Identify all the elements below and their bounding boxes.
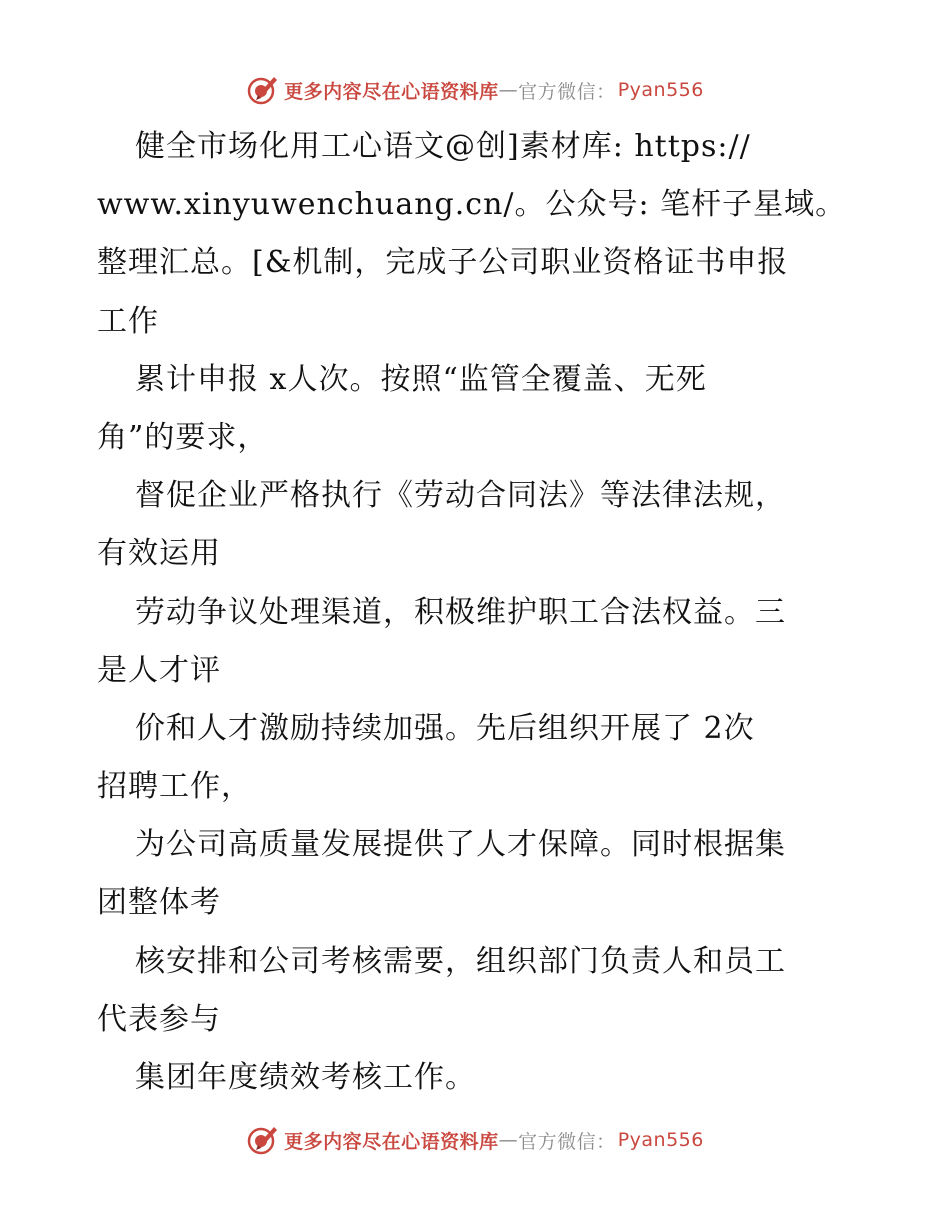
footer-banner-inner: [246, 1123, 704, 1157]
header-banner: [0, 70, 950, 110]
pen-circle-logo-icon: [246, 73, 280, 107]
header-banner-wechat-label: 官方微信：: [518, 80, 616, 103]
body-line: 督促企业严格执行《劳动合同法》等法律法规，: [135, 478, 786, 514]
body-line: 是人才评: [97, 652, 221, 688]
footer-banner-main-text: 更多内容尽在心语资料库: [284, 1130, 499, 1153]
body-line: 招聘工作，: [97, 769, 252, 805]
body-line: 劳动争议处理渠道，积极维护职工合法权益。三: [135, 594, 786, 630]
pen-circle-logo-icon: [246, 1123, 280, 1157]
footer-banner-wechat-id: Pyan556: [617, 1129, 704, 1151]
body-line: 有效运用: [97, 536, 221, 572]
footer-banner-wechat-label: 官方微信：: [518, 1130, 616, 1153]
body-line: 核安排和公司考核需要，组织部门负责人和员工: [135, 943, 786, 979]
body-line: 为公司高质量发展提供了人才保障。同时根据集: [135, 827, 786, 863]
body-line: 集团年度绩效考核工作。: [135, 1060, 476, 1095]
document-body: [97, 118, 857, 1107]
body-line: www.xinyuwenchuang.cn/。公众号: 笔杆子星域。: [97, 187, 847, 223]
body-line: 工作: [97, 303, 159, 339]
body-line: 累计申报 x人次。按照“监管全覆盖、无死: [135, 361, 707, 397]
body-line: 角”的要求，: [97, 419, 269, 455]
body-line: 代表参与: [97, 1001, 221, 1037]
body-line: 团整体考: [97, 885, 221, 921]
header-banner-wechat-id: Pyan556: [617, 79, 704, 101]
header-banner-dash: —: [498, 79, 519, 101]
footer-banner-dash: —: [498, 1129, 519, 1151]
body-line: 价和人才激励持续加强。先后组织开展了 2次: [135, 710, 755, 746]
header-banner-inner: [246, 73, 704, 107]
body-line: 健全市场化用工心语文@创]素材库: https://: [135, 129, 751, 164]
footer-banner: [0, 1120, 950, 1160]
header-banner-main-text: 更多内容尽在心语资料库: [284, 80, 499, 103]
body-line: 整理汇总。[&机制，完成子公司职业资格证书申报: [97, 245, 789, 281]
